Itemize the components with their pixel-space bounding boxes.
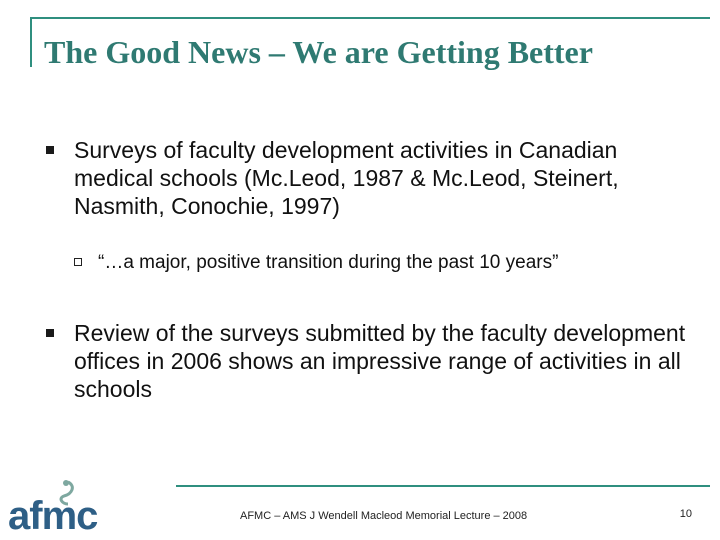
footer-text: AFMC – AMS J Wendell Macleod Memorial Lecture – 2008 xyxy=(240,510,528,522)
bullet-icon xyxy=(46,146,54,154)
bullet-icon xyxy=(46,329,54,337)
footer-divider xyxy=(176,485,710,487)
slide-title: The Good News – We are Getting Better xyxy=(44,34,593,70)
sub-bullet-icon xyxy=(74,258,82,266)
bullet-text-1: Surveys of faculty development activities in Canadian medical schools (Mc.Leod, 1987 & Mc.Leod, Steinert, Nasmith, Conochie, 1997) xyxy=(74,137,619,219)
page-number: 10 xyxy=(679,508,692,520)
afmc-logo xyxy=(6,478,110,538)
sub-bullet-text-1: “…a major, positive transition during the past 10 years” xyxy=(98,252,559,273)
top-divider xyxy=(30,17,710,19)
left-divider xyxy=(30,17,32,67)
bullet-text-2: Review of the surveys submitted by the faculty development offices in 2006 shows an impressive range of activities in all schools xyxy=(74,320,686,402)
logo-text: afmc xyxy=(8,494,98,538)
